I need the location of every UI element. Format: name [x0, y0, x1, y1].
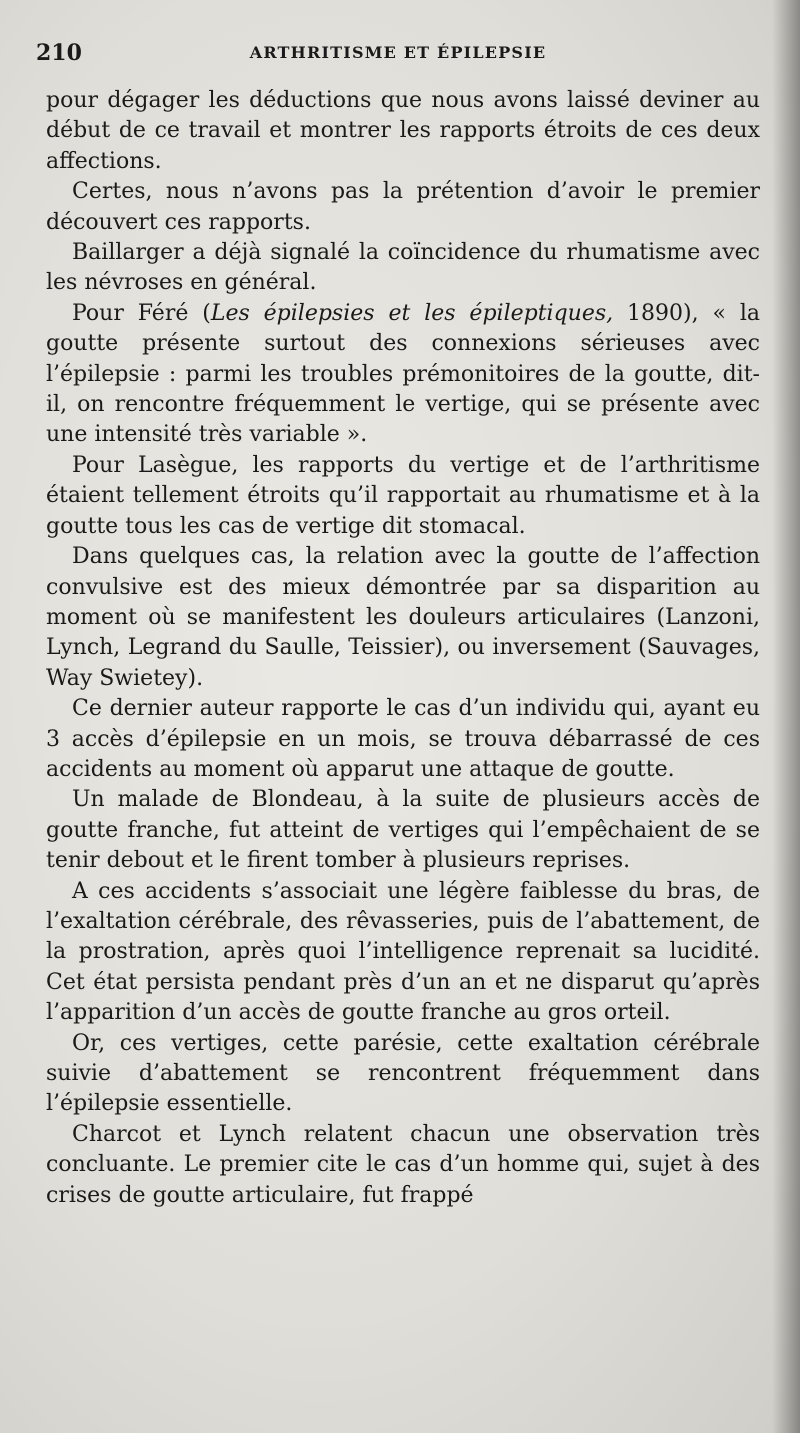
paragraph-4 [46, 299, 760, 451]
running-head: ARTHRITISME ET ÉPILEPSIE [249, 43, 547, 62]
paragraph-10: Or, ces vertiges, cette parésie, cette exaltation cérébrale suivie d’abattement se rencontrent fréquemment dans l’épilepsie essentielle. [46, 1030, 760, 1117]
paragraph-6: Dans quelques cas, la relation avec la goutte de l’affection convulsive est des mieux démontrée par sa disparition au moment où se manifestent les douleurs articulaires (Lanzoni, Lynch, Legrand du Saulle, Teissier), ou inversement (Sauvages, Way Swietey). [46, 544, 760, 691]
paragraph-11: Charcot et Lynch relatent chacun une observation très concluante. Le premier cite le cas d’un homme qui, sujet à des crises de goutte articulaire, fut frappé [46, 1121, 760, 1208]
paragraph-4-rest: 1890), « la goutte présente surtout des connexions sérieuses avec l’épilepsie : parmi les troubles prémonitoires de la goutte, dit-il, on rencontre fréquemment le vertige, qui se présente avec une intensité très variable ». [46, 300, 760, 448]
paragraph-1: pour dégager les déductions que nous avons laissé deviner au début de ce travail et montrer les rapports étroits de ces deux affections. [46, 88, 760, 174]
paragraph-5: Pour Lasègue, les rapports du vertige et de l’arthritisme étaient tellement étroits qu’il rapportait au rhumatisme et à la goutte tous les cas de vertige dit stomacal. [46, 452, 760, 539]
page-header [36, 40, 760, 70]
paragraph-4-lead: Pour Féré ( [72, 300, 211, 326]
body-text [46, 86, 760, 1211]
page-number: 210 [36, 40, 82, 66]
paragraph-3: Baillarger a déjà signalé la coïncidence du rhumatisme avec les névroses en général. [46, 240, 760, 296]
paragraph-9: A ces accidents s’associait une légère faiblesse du bras, de l’exaltation cérébrale, des rêvasseries, puis de l’abattement, de la prostration, après quoi l’intelligence reprenait sa lucidité. Cet état persista pendant près d’un an et ne disparut qu’après l’apparition d’un accès de goutte franche au gros orteil. [46, 878, 760, 1026]
book-title-citation: Les épilepsies et les épileptiques, [210, 300, 614, 326]
paragraph-7: Ce dernier auteur rapporte le cas d’un individu qui, ayant eu 3 accès d’épilepsie en un mois, se trouva débarrassé de ces accidents au moment où apparut une attaque de goutte. [46, 696, 760, 782]
paragraph-2: Certes, nous n’avons pas la prétention d’avoir le premier découvert ces rapports. [46, 179, 760, 235]
paragraph-8: Un malade de Blondeau, à la suite de plusieurs accès de goutte franche, fut atteint de vertiges qui l’empêchaient de se tenir debout et le firent tomber à plusieurs reprises. [46, 787, 760, 874]
